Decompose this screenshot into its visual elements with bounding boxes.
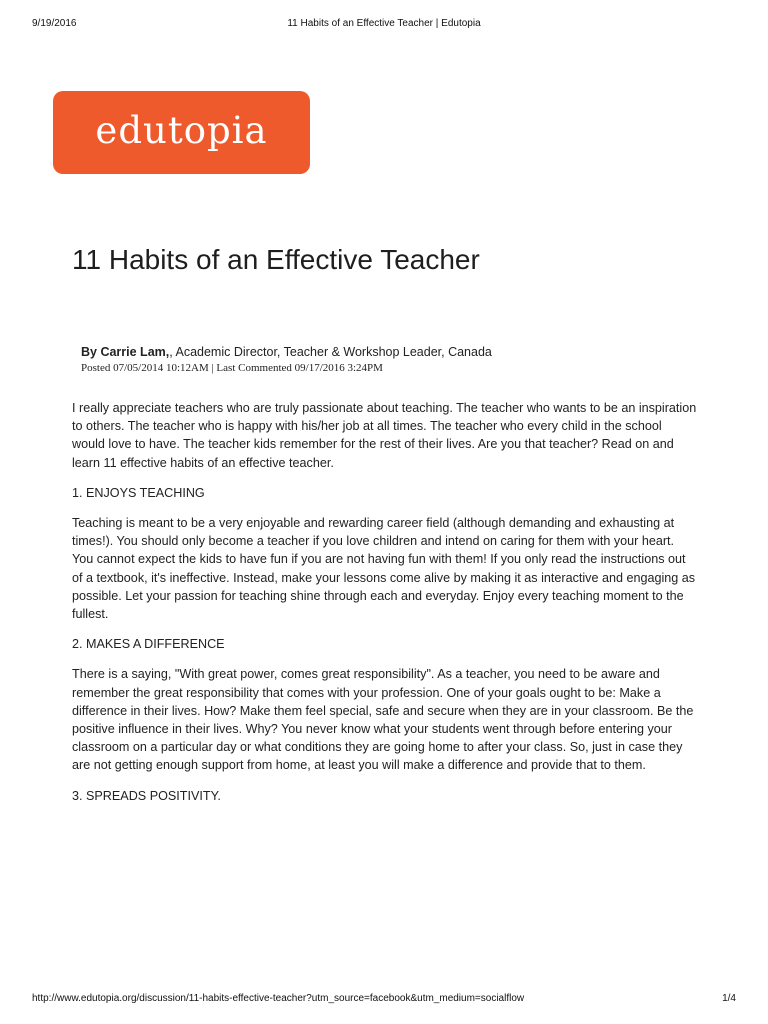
author-name[interactable]: By Carrie Lam,	[81, 345, 170, 359]
print-date: 9/19/2016	[32, 18, 77, 29]
edutopia-logo[interactable]	[53, 91, 310, 174]
article-title: 11 Habits of an Effective Teacher	[72, 244, 480, 275]
logo-wordmark: edutopia	[95, 109, 268, 152]
section-heading: 1. ENJOYS TEACHING	[72, 485, 205, 500]
article-body	[72, 399, 697, 817]
section-heading: 2. MAKES A DIFFERENCE	[72, 637, 225, 652]
print-doc-title: 11 Habits of an Effective Teacher | Edutopia	[287, 18, 481, 29]
print-header	[0, 18, 768, 32]
section-paragraph: Teaching is meant to be a very enjoyable and rewarding career field (although demanding and exhausting at times!). You should only become a teacher if you love children and intend on caring for them with your heart. You cannot expect the kids to have fun if you are not having fun with them! If you only read the instructions out of a textbook, it's ineffective. Instead, make your lessons come alive by making it as interactive and engaging as possible. Let your passion for teaching shine through each and everyday. Enjoy every teaching moment to the fullest.	[72, 516, 696, 622]
print-footer	[0, 993, 768, 1007]
page-url: http://www.edutopia.org/discussion/11-habits-effective-teacher?utm_source=facebook&utm_medium=socialflow	[32, 993, 525, 1004]
byline	[81, 345, 492, 359]
page-number: 1/4	[722, 993, 736, 1004]
author-role: , Academic Director, Teacher & Workshop Leader, Canada	[169, 345, 492, 359]
post-dates: Posted 07/05/2014 10:12AM | Last Commented 09/17/2016 3:24PM	[81, 362, 383, 374]
section-paragraph: There is a saying, "With great power, comes great responsibility". As a teacher, you need to be aware and remember the great responsibility that comes with your profession. One of your goals ought to be: Make a difference in their lives. How? Make them feel special, safe and secure when they are in your classroom. Be the positive influence in their lives. Why? You never know what your students went through before entering your classroom on a particular day or what conditions they are going home to after your class. So, just in case they are not getting enough support from home, at least you will make a difference and provide that to them.	[72, 667, 694, 773]
intro-paragraph: I really appreciate teachers who are truly passionate about teaching. The teacher who wants to be an inspiration to others. The teacher who is happy with his/her job at all times. The teacher who every child in the school would love to have. The teacher kids remember for the rest of their lives. Are you that teacher? Read on and learn 11 effective habits of an effective teacher.	[72, 401, 697, 470]
section-heading: 3. SPREADS POSITIVITY.	[72, 788, 221, 803]
